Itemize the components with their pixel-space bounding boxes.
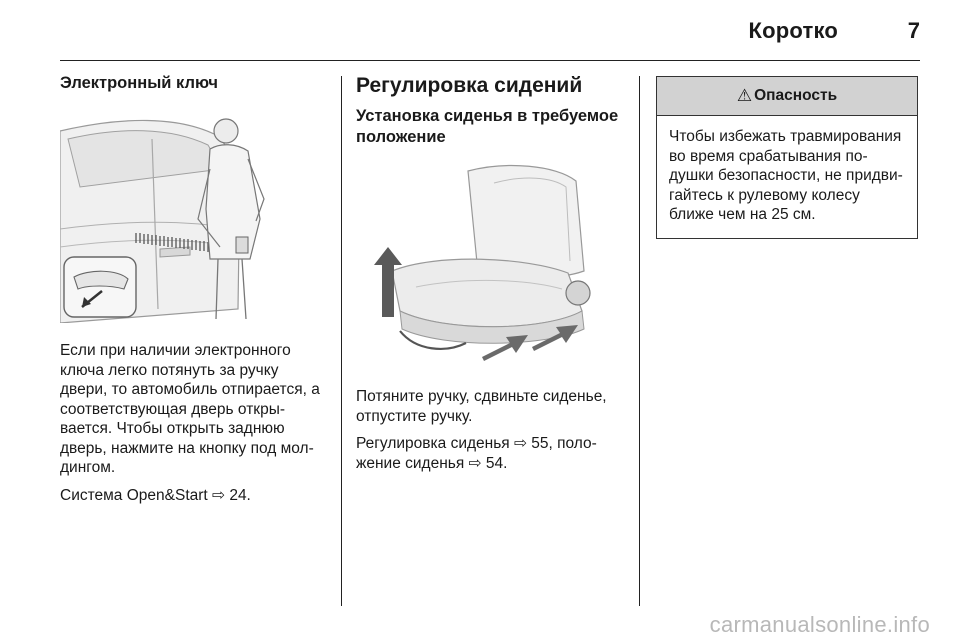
electronic-key-paragraph: Если при наличии электронного ключа легко потянуть за ручку двери, то автомобиль отпирается, а соответствующая дверь откры-вается. Чтобы открыть заднюю дверь, нажмите на кнопку под мол-дингом. [60,342,320,476]
column-divider-2 [639,76,640,606]
column-seat-adjustment [356,74,626,473]
header-divider [60,60,920,61]
page-number: 7 [907,18,920,43]
column-electronic-key [60,74,328,505]
seat-instruction-paragraph: Потяните ручку, сдвиньте сиденье, отпустите ручку. [356,388,607,425]
electronic-key-illustration [60,109,322,323]
warning-header [657,77,917,116]
section-heading-seat-adjustment: Регулировка сидений [356,74,583,97]
section-heading-electronic-key: Электронный ключ [60,74,218,92]
warning-title: Опасность [754,87,838,104]
warning-box [656,76,918,239]
seat-adjustment-illustration [356,161,626,373]
warning-text: Чтобы избежать травмирования во время срабатывания по-душки безопасности, не придви-гайтесь к рулевому колесу ближе чем на 25 см. [669,128,903,223]
column-divider-1 [341,76,342,606]
header-title: Коротко [748,18,838,43]
seat-reference-paragraph: Регулировка сиденья ⇨ 55, поло-жение сиденья ⇨ 54. [356,435,597,472]
subheading-seat-position: Установка сиденья в требуемое положение [356,107,619,146]
open-start-reference: Система Open&Start ⇨ 24. [60,486,251,504]
warning-triangle-icon: ⚠ [736,86,753,105]
column-warning [656,76,918,239]
watermark: carmanualsonline.info [709,612,930,637]
